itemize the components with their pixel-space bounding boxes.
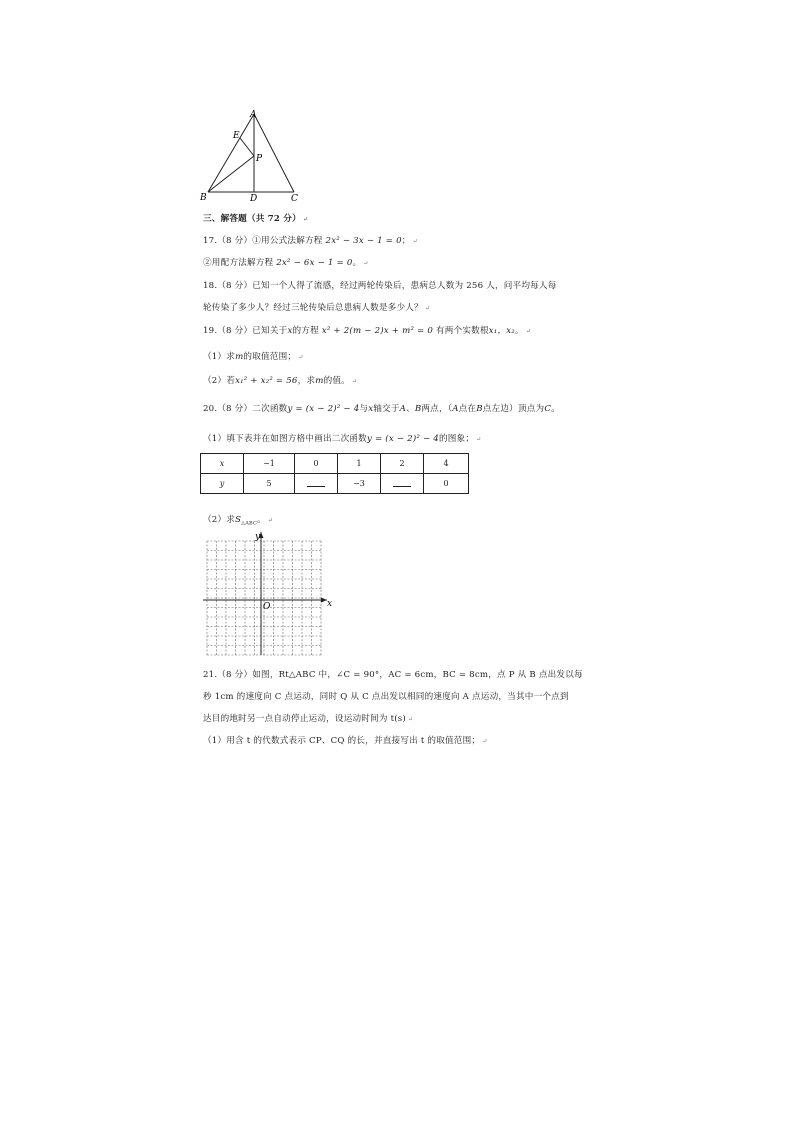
q19-part1: （1）求m的取值范围； ↵ [203, 352, 304, 362]
q21-line2: 秒 1cm 的速度向 C 点运动，同时 Q 从 C 点出发以相同的速度向 A 点运动，当其中一个点到 [203, 692, 569, 702]
q20-stem: 20.（8 分）二次函数y = (x − 2)² − 4与x轴交于A、B两点，（A点在B点左边）顶点为C。 [203, 404, 560, 414]
q21-line1: 21.（8 分）如图，Rt△ABC 中，∠C = 90°，AC = 6cm，BC = 8cm，点 P 从 B 点出发以每 [203, 670, 583, 680]
grid-x-label: x [327, 599, 333, 609]
label-b: B [200, 193, 207, 203]
grid-origin-label: O [263, 602, 271, 612]
q20-part1: （1）填下表并在如图方格中画出二次函数y = (x − 2)² − 4的图象； ↵ [203, 434, 482, 444]
table-row-y [201, 474, 469, 494]
table-blank-cell[interactable] [295, 474, 338, 494]
section-title: 三、解答题（共 72 分） ↵ [203, 214, 309, 224]
label-e: E [233, 131, 240, 141]
label-p: P [256, 154, 263, 164]
q19-equation: x² + 2(m − 2)x + m² = 0 [321, 326, 434, 336]
table-blank-cell[interactable] [381, 474, 424, 494]
table-cell: 0 [424, 474, 469, 494]
table-header-x: x [201, 454, 244, 474]
q21-part1: （1）用含 t 的代数式表示 CP、CQ 的长，并直接写出 t 的取值范围； ↵ [203, 736, 488, 746]
table-row-x [201, 454, 469, 474]
q20-part2: （2）求$S_{\triangle ABC}$。 ↵ [203, 515, 274, 527]
table-cell: 5 [244, 474, 295, 494]
q19-part2: （2）若x₁² + x₂² = 56，求m的值。 ↵ [203, 376, 358, 386]
label-a: A [250, 110, 257, 120]
q17-eq1: 2x² − 3x − 1 = 0 [325, 236, 402, 246]
grid-y-label: y [255, 532, 261, 542]
label-d: D [250, 194, 258, 203]
q18-line1: 18.（8 分）已知一个人得了流感，经过两轮传染后，患病总人数为 256 人，问平均每人每 [203, 281, 557, 291]
q17-eq2: 2x² − 6x − 1 = 0 [276, 258, 353, 268]
q17-stem: 17.（8 分）①用公式法解方程 2x² − 3x − 1 = 0； ↵ [203, 236, 418, 246]
triangle-figure [196, 108, 316, 203]
value-table [200, 453, 469, 494]
table-cell: 4 [424, 454, 469, 474]
table-cell: −1 [244, 454, 295, 474]
coordinate-grid[interactable] [203, 528, 335, 658]
table-cell: 2 [381, 454, 424, 474]
table-header-y: y [201, 474, 244, 494]
table-cell: 1 [338, 454, 381, 474]
table-cell: −3 [338, 474, 381, 494]
section-title-text: 三、解答题（共 72 分） [203, 214, 301, 224]
q18-line2: 轮传染了多少人？经过三轮传染后总患病人数是多少人？ ↵ [203, 303, 431, 313]
q21-line3: 达目的地时另一点自动停止运动，设运动时间为 t(s) ↵ [203, 714, 414, 724]
table-cell: 0 [295, 454, 338, 474]
label-c: C [291, 194, 298, 203]
q19-stem: 19.（8 分）已知关于x的方程 x² + 2(m − 2)x + m² = 0 有两个实数根x₁，x₂。 ↵ [203, 326, 531, 336]
q17-part2: ②用配方法解方程 2x² − 6x − 1 = 0。 ↵ [203, 258, 369, 268]
